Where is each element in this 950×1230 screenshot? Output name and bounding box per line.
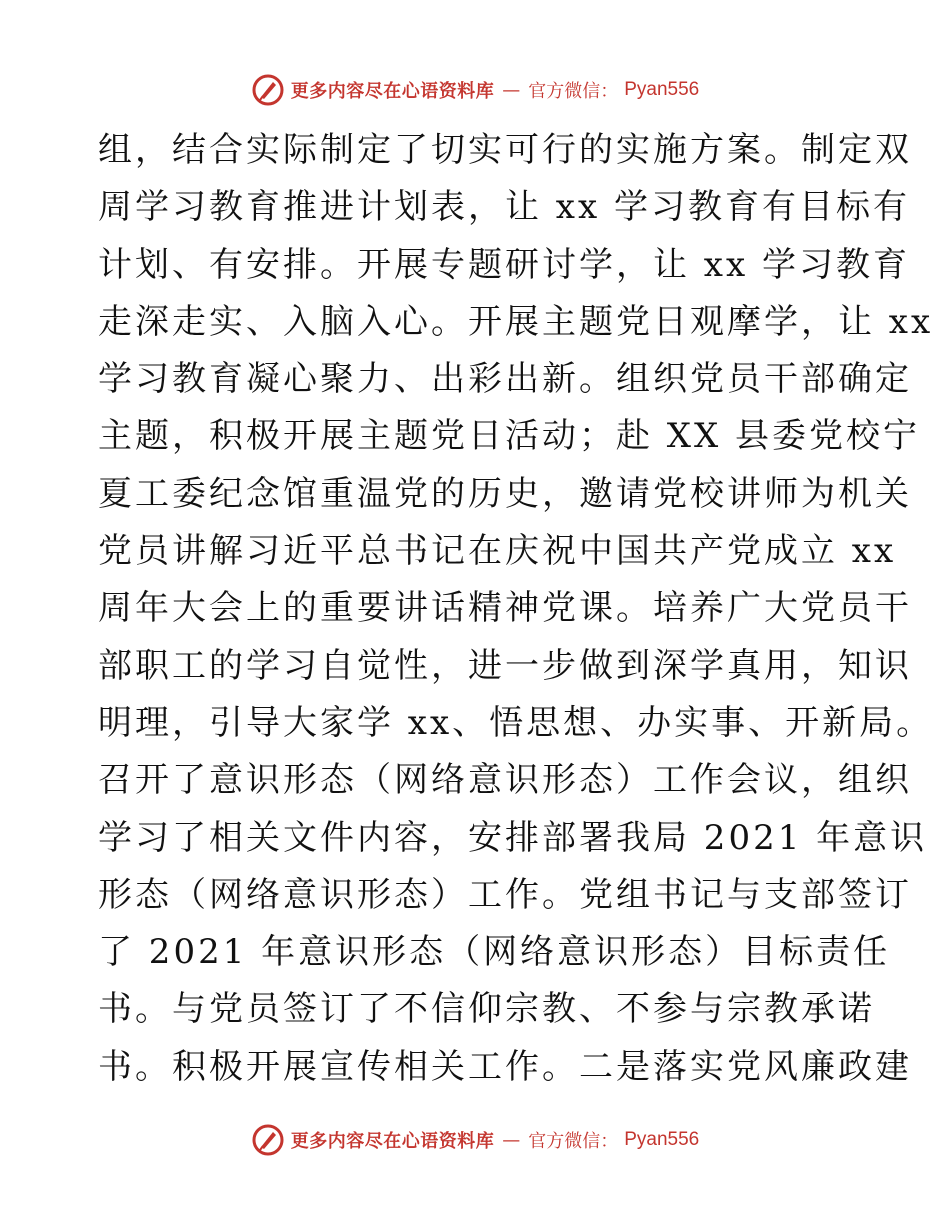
footer-brand-text: 更多内容尽在心语资料库 xyxy=(290,1131,495,1152)
header-dash: — xyxy=(502,79,521,101)
body-line: 计划、有安排。开展专题研讨学，让 xx 学习教育 xyxy=(98,244,910,285)
header-wechat-id: Pyan556 xyxy=(624,79,700,100)
body-line: 周年大会上的重要讲话精神党课。培养广大党员干 xyxy=(98,588,912,629)
body-line: 明理，引导大家学 xx、悟思想、办实事、开新局。 xyxy=(98,702,934,743)
body-line: 书。与党员签订了不信仰宗教、不参与宗教承诺 xyxy=(98,989,875,1030)
footer-wechat-label: 官方微信： xyxy=(528,1131,619,1152)
body-line: 学习教育凝心聚力、出彩出新。组织党员干部确定 xyxy=(98,359,912,400)
body-line: 主题，积极开展主题党日活动；赴 XX 县委党校宁 xyxy=(98,416,921,457)
footer-dash: — xyxy=(502,1129,521,1151)
body-line: 周学习教育推进计划表，让 xx 学习教育有目标有 xyxy=(98,187,910,228)
document-body xyxy=(98,122,934,1096)
quill-logo-icon xyxy=(251,1123,285,1157)
body-line: 组，结合实际制定了切实可行的实施方案。制定双 xyxy=(98,130,912,170)
body-line: 了 2021 年意识形态（网络意识形态）目标责任 xyxy=(98,932,891,973)
header-brand-text: 更多内容尽在心语资料库 xyxy=(290,81,495,102)
body-line: 党员讲解习近平总书记在庆祝中国共产党成立 xx xyxy=(98,531,897,572)
footer-wechat-id: Pyan556 xyxy=(624,1129,700,1150)
body-line: 形态（网络意识形态）工作。党组书记与支部签订 xyxy=(98,874,912,915)
body-line: 夏工委纪念馆重温党的历史，邀请党校讲师为机关 xyxy=(98,473,912,514)
body-line: 走深走实、入脑入心。开展主题党日观摩学，让 xx xyxy=(98,301,934,342)
body-line: 召开了意识形态（网络意识形态）工作会议，组织 xyxy=(98,760,912,801)
header-wechat-label: 官方微信： xyxy=(528,81,619,102)
body-line: 学习了相关文件内容，安排部署我局 2021 年意识 xyxy=(98,817,928,858)
quill-logo-icon xyxy=(251,73,285,107)
page-header xyxy=(0,70,950,110)
header-brand xyxy=(251,73,700,107)
page-footer xyxy=(0,1120,950,1160)
body-line: 书。积极开展宣传相关工作。二是落实党风廉政建 xyxy=(98,1046,912,1087)
footer-brand xyxy=(251,1123,700,1157)
body-line: 部职工的学习自觉性，进一步做到深学真用，知识 xyxy=(98,645,912,686)
